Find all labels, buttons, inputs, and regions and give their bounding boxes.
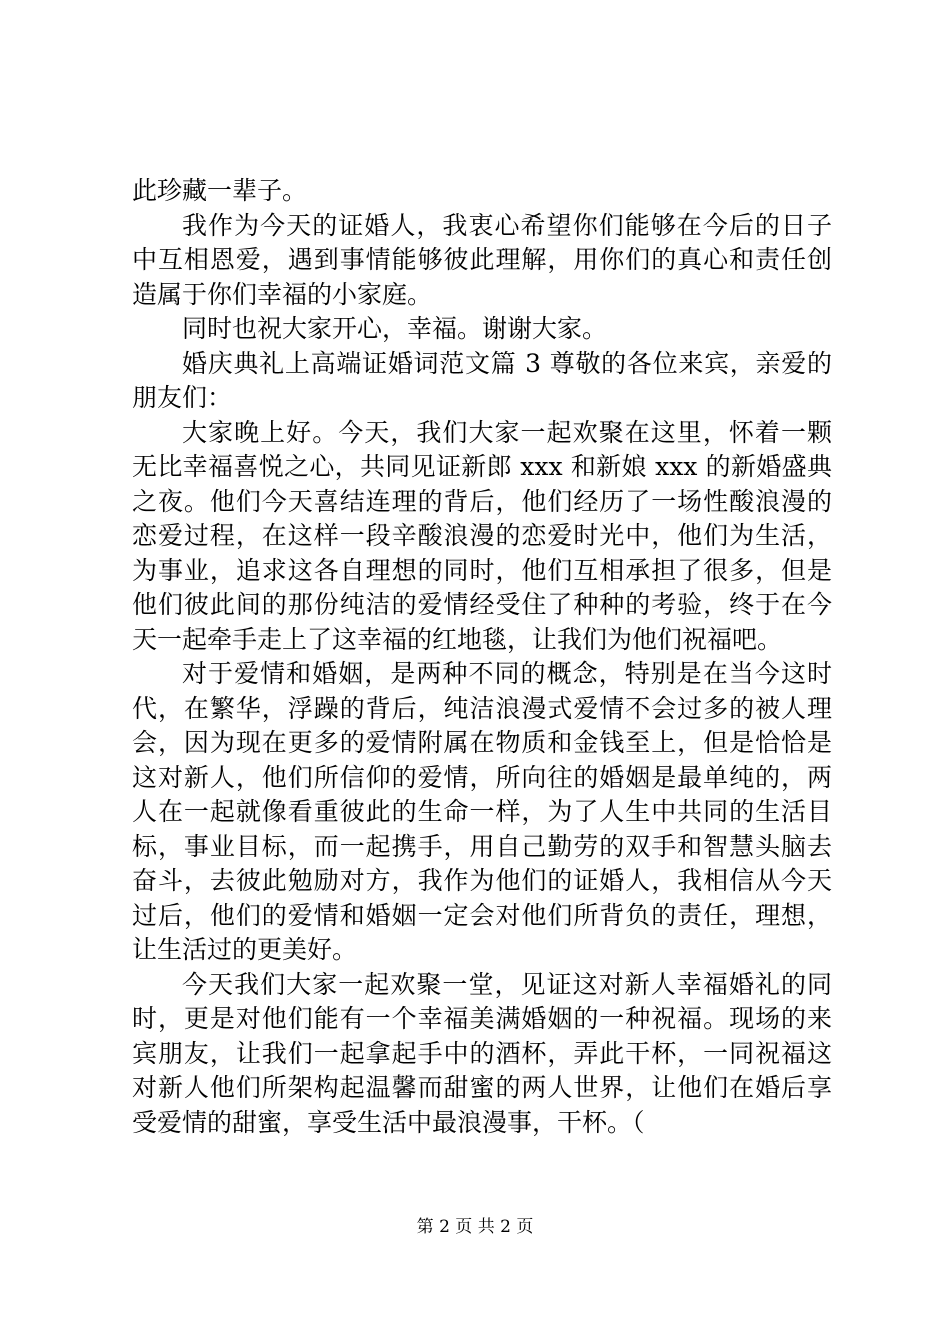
text-line: 同时也祝大家开心，幸福。谢谢大家。	[182, 314, 608, 343]
text-line: 这对新人，他们所信仰的爱情，所向往的婚姻是最单纯的，两	[132, 762, 832, 792]
text-line: 婚庆典礼上高端证婚词范文篇 3 尊敬的各位来宾，亲爱的	[182, 348, 832, 378]
text-line: 会，因为现在更多的爱情附属在物质和金钱至上，但是恰恰是	[132, 728, 832, 757]
text-line: 造属于你们幸福的小家庭。	[132, 279, 433, 309]
text-line: 此珍藏一辈子。	[132, 176, 308, 205]
text-line: 受爱情的甜蜜，享受生活中最浪漫事，干杯。（	[132, 1107, 645, 1137]
text-line: 奋斗，去彼此勉励对方，我作为他们的证婚人，我相信从今天	[132, 866, 832, 895]
text-line: 恋爱过程，在这样一段辛酸浪漫的恋爱时光中，他们为生活，	[132, 521, 832, 550]
text-line: 让生活过的更美好。	[132, 935, 358, 964]
text-line: 大家晚上好。今天，我们大家一起欢聚在这里，怀着一颗	[182, 417, 832, 447]
text-line: 中互相恩爱，遇到事情能够彼此理解，用你们的真心和责任创	[132, 245, 832, 274]
text-line: 宾朋友，让我们一起拿起手中的酒杯，弄此干杯，一同祝福这	[132, 1038, 832, 1068]
text-line: 对于爱情和婚姻，是两种不同的概念，特别是在当今这时	[182, 659, 832, 688]
text-line: 之夜。他们今天喜结连理的背后，他们经历了一场性酸浪漫的	[132, 486, 832, 516]
text-line: 对新人他们所架构起温馨而甜蜜的两人世界，让他们在婚后享	[132, 1073, 832, 1102]
text-line: 为事业，追求这各自理想的同时，他们互相承担了很多，但是	[132, 555, 832, 585]
page-footer: 第 2 页 共 2 页	[416, 1217, 534, 1237]
text-line: 天一起牵手走上了这幸福的红地毯，让我们为他们祝福吧。	[132, 624, 783, 654]
text-line: 时，更是对他们能有一个幸福美满婚姻的一种祝福。现场的来	[132, 1004, 832, 1033]
text-line: 代，在繁华，浮躁的背后，纯洁浪漫式爱情不会过多的被人理	[132, 693, 832, 723]
text-line: 标，事业目标，而一起携手，用自己勤劳的双手和智慧头脑去	[132, 831, 832, 861]
text-line: 人在一起就像看重彼此的生命一样，为了人生中共同的生活目	[132, 797, 832, 826]
text-line: 我作为今天的证婚人，我衷心希望你们能够在今后的日子	[182, 210, 832, 240]
text-line: 无比幸福喜悦之心，共同见证新郎 xxx 和新娘 xxx 的新婚盛典	[132, 452, 832, 481]
text-line: 今天我们大家一起欢聚一堂，见证这对新人幸福婚礼的同	[182, 969, 832, 999]
text-line: 他们彼此间的那份纯洁的爱情经受住了种种的考验，终于在今	[132, 590, 832, 619]
document-body	[132, 174, 832, 1140]
text-line: 朋友们：	[132, 383, 233, 412]
text-line: 过后，他们的爱情和婚姻一定会对他们所背负的责任，理想，	[132, 900, 832, 930]
